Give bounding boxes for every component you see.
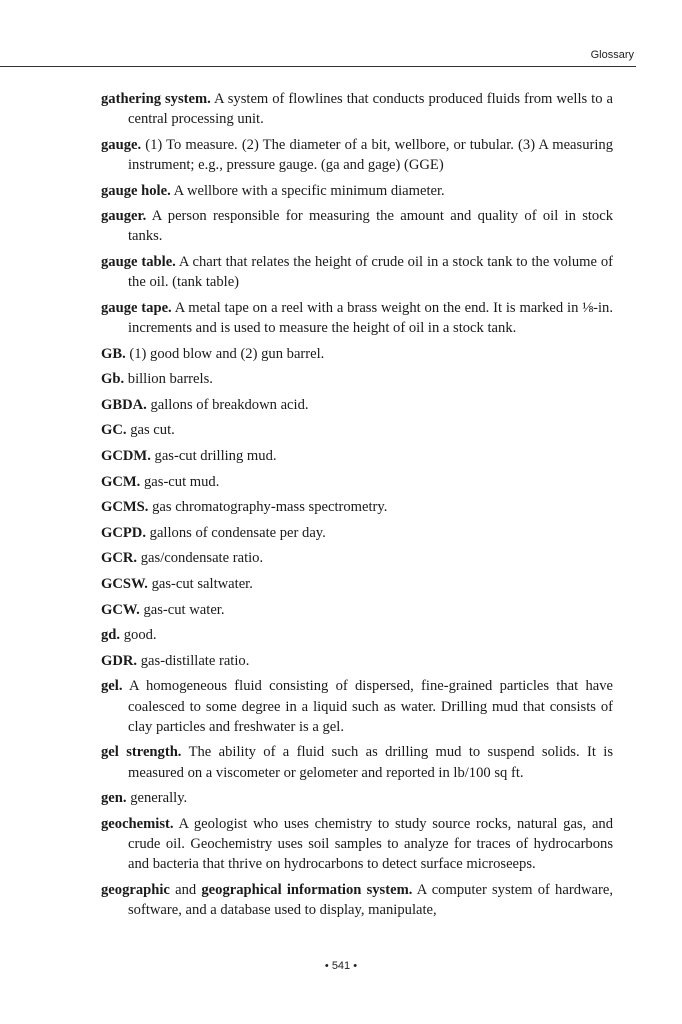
entry-term: GCDM. <box>101 447 151 464</box>
glossary-entry <box>101 181 613 201</box>
glossary-entry <box>101 651 613 671</box>
entry-definition: gas/condensate ratio. <box>140 550 264 567</box>
entry-definition: A chart that relates the height of crude oil in a stock tank to the volume of the oil. (tank table) <box>128 253 614 291</box>
entry-term: gd. <box>101 627 121 644</box>
entry-term: geographical information system. <box>201 881 413 898</box>
entry-term: GBDA. <box>101 396 147 413</box>
entry-term: geographic <box>101 881 170 898</box>
entry-term: gauge tape. <box>101 299 172 316</box>
entry-term: GCW. <box>101 601 140 618</box>
glossary-entry <box>101 472 613 492</box>
glossary-entry <box>101 880 613 920</box>
entry-definition: gas cut. <box>130 422 175 439</box>
entry-term: gauger. <box>101 208 147 225</box>
entry-term: gauge. <box>101 136 142 153</box>
entry-term: GB. <box>101 345 126 362</box>
entry-term: gathering system. <box>101 91 211 107</box>
entry-definition: gas-cut saltwater. <box>151 575 253 592</box>
entry-definition: A wellbore with a specific minimum diameter. <box>173 182 445 199</box>
entry-definition: gallons of condensate per day. <box>149 524 326 541</box>
entry-definition: A system of flowlines that conducts produced fluids from wells to a central processing unit. <box>128 91 613 128</box>
entry-definition: good. <box>123 627 157 644</box>
entry-term: GC. <box>101 422 127 439</box>
entry-term: geochemist. <box>101 815 174 832</box>
entry-definition: billion barrels. <box>127 371 213 388</box>
glossary-entry <box>101 814 613 875</box>
glossary-entry <box>101 89 613 129</box>
header-rule <box>0 66 636 67</box>
entry-term: gel. <box>101 678 123 695</box>
entry-definition: (1) good blow and (2) gun barrel. <box>129 345 325 362</box>
glossary-entry <box>101 742 613 782</box>
entry-definition: gas chromatography-mass spectrometry. <box>152 499 388 516</box>
glossary-entry <box>101 344 613 364</box>
entry-term: gauge table. <box>101 253 176 270</box>
entry-definition: (1) To measure. (2) The diameter of a bit, wellbore, or tubular. (3) A measuring instrument; e.g., pressure gauge. (ga and gage) (GGE) <box>128 136 614 173</box>
entry-definition: A metal tape on a reel with a brass weight on the end. It is marked in ⅛-in. increments and is used to measure the height of oil in a stock tank. <box>128 299 614 336</box>
entry-definition: gas-distillate ratio. <box>140 652 250 669</box>
glossary-entry <box>101 625 613 645</box>
glossary-entry <box>101 206 613 246</box>
entry-definition: A person responsible for measuring the amount and quality of oil in stock tanks. <box>128 208 614 245</box>
entry-term: gauge hole. <box>101 182 171 199</box>
glossary-entry <box>101 574 613 594</box>
glossary-entry <box>101 252 613 292</box>
glossary-entry <box>101 135 613 175</box>
glossary-entry <box>101 497 613 517</box>
entry-term: gen. <box>101 790 127 807</box>
glossary-entry <box>101 788 613 808</box>
entry-term: GCSW. <box>101 575 148 592</box>
glossary-entry <box>101 420 613 440</box>
page-number: • 541 • <box>324 960 358 972</box>
entry-definition: A computer system of hardware, software, and a database used to display, manipulate, <box>128 881 613 918</box>
entry-term: GCR. <box>101 550 138 567</box>
entry-definition: The ability of a fluid such as drilling mud to suspend solids. It is measured on a viscometer or gelometer and reported in lb/100 sq ft. <box>128 744 614 781</box>
running-header: Glossary <box>590 49 634 61</box>
entry-term: gel strength. <box>101 744 182 761</box>
glossary-entry <box>101 600 613 620</box>
entry-term: GCM. <box>101 473 141 490</box>
glossary-entries <box>101 89 613 925</box>
entry-definition: generally. <box>130 790 188 807</box>
entry-term: GCMS. <box>101 499 149 516</box>
entry-definition: gallons of breakdown acid. <box>150 396 309 413</box>
glossary-entry <box>101 446 613 466</box>
glossary-entry <box>101 676 613 737</box>
entry-term: Gb. <box>101 371 125 388</box>
glossary-entry <box>101 369 613 389</box>
entry-definition: gas-cut water. <box>143 601 225 618</box>
entry-definition: gas-cut mud. <box>143 473 220 490</box>
glossary-entry <box>101 523 613 543</box>
glossary-entry <box>101 548 613 568</box>
entry-term: GDR. <box>101 652 138 669</box>
entry-definition: A geologist who uses chemistry to study source rocks, natural gas, and crude oil. Geochemistry uses soil samples to analyze for traces of hydrocarbons and bacteria that thrive on hydrocarbons to detect surface microseeps. <box>128 815 614 873</box>
glossary-entry <box>101 298 613 338</box>
entry-definition: gas-cut drilling mud. <box>154 447 277 464</box>
entry-definition: A homogeneous fluid consisting of dispersed, fine-grained particles that have coalesced to some degree in a liquid such as water. Drilling mud that consists of clay particles and freshwater is a gel. <box>128 678 614 735</box>
entry-term: GCPD. <box>101 524 146 541</box>
glossary-entry <box>101 395 613 415</box>
entry-joiner: and <box>175 881 197 898</box>
